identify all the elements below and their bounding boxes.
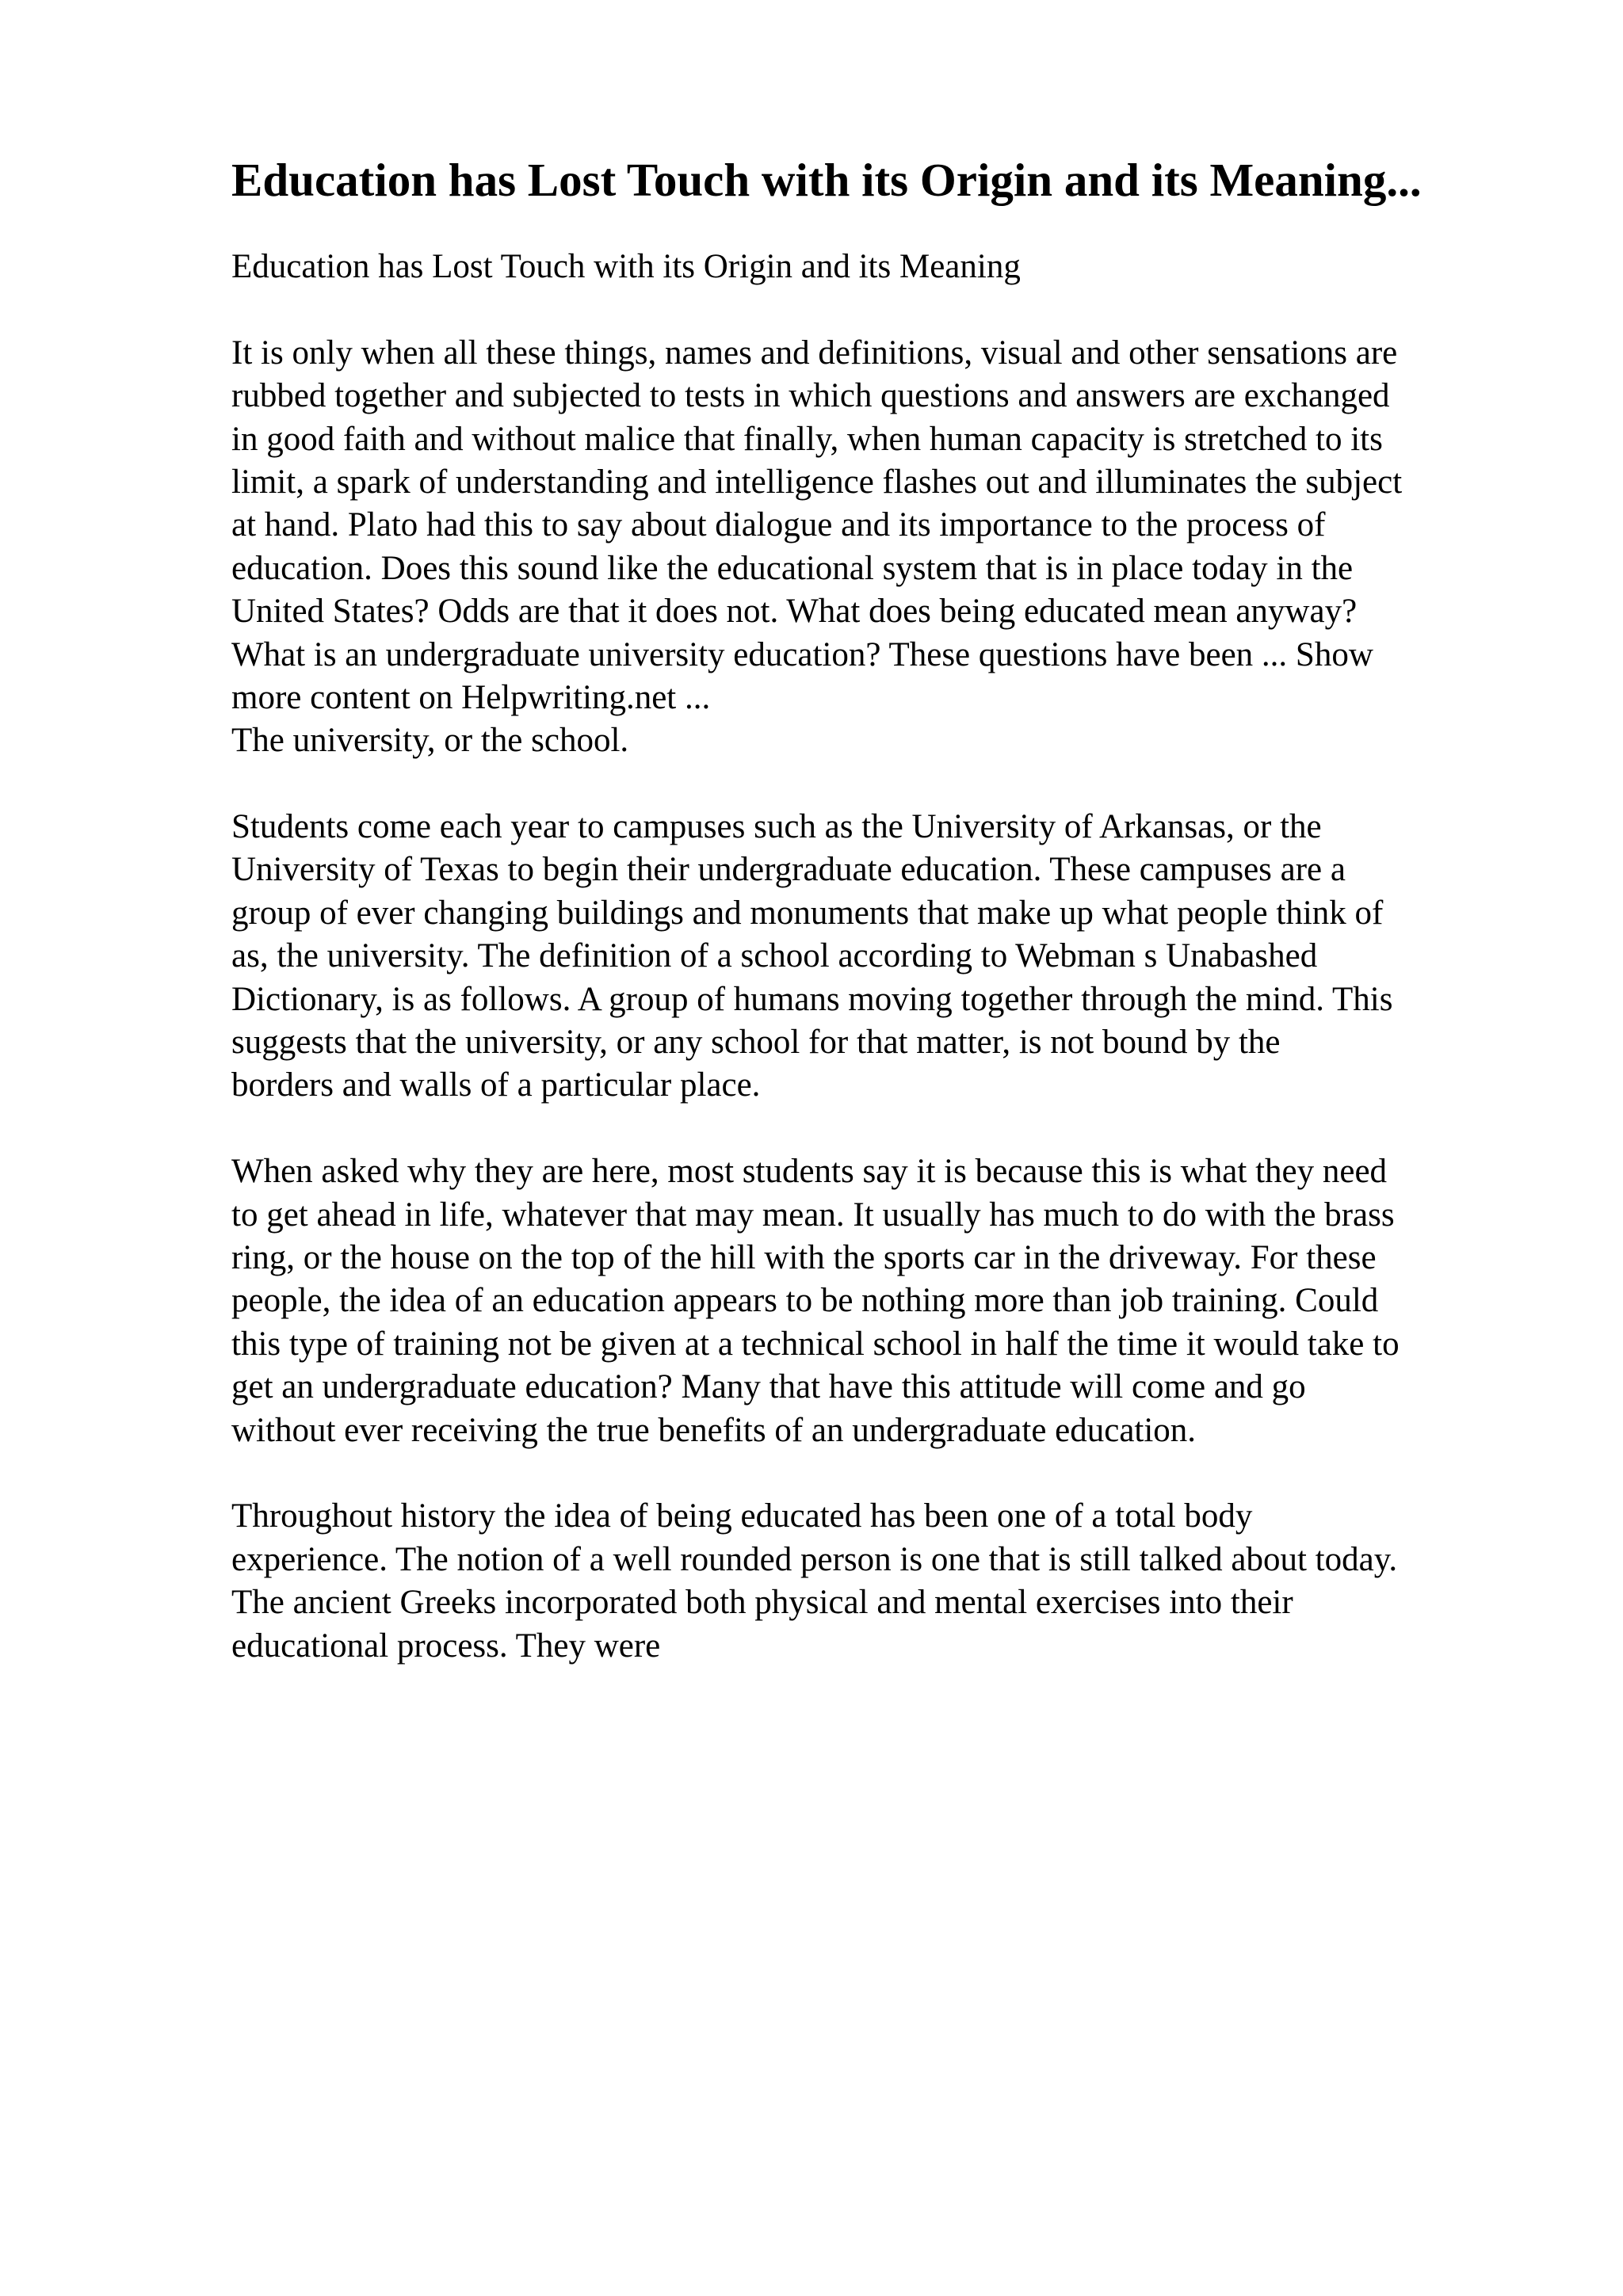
text-line: ring, or the house on the top of the hill with the sports car in the driveway. For these bbox=[231, 1238, 1377, 1276]
text-line: people, the idea of an education appears to be nothing more than job training. Could bbox=[231, 1282, 1379, 1320]
text-line: group of ever changing buildings and monuments that make up what people think of bbox=[231, 894, 1384, 932]
text-line: to get ahead in life, whatever that may mean. It usually has much to do with the brass bbox=[231, 1196, 1395, 1234]
text-line: University of Texas to begin their undergraduate education. These campuses are a bbox=[231, 851, 1346, 889]
text-line: without ever receiving the true benefits of an undergraduate education. bbox=[231, 1411, 1197, 1449]
document-subtitle: Education has Lost Touch with its Origin and its Meaning bbox=[231, 248, 1021, 285]
document-body bbox=[231, 246, 1531, 1668]
text-line: as, the university. The definition of a school according to Webman s Unabashed bbox=[231, 937, 1318, 975]
text-line: in good faith and without malice that finally, when human capacity is stretched to its bbox=[231, 420, 1383, 458]
text-line: Throughout history the idea of being educated has been one of a total body bbox=[231, 1497, 1253, 1535]
text-line: The university, or the school. bbox=[231, 722, 629, 760]
text-line: at hand. Plato had this to say about dialogue and its importance to the process of bbox=[231, 506, 1326, 544]
text-line: limit, a spark of understanding and intelligence flashes out and illuminates the subject bbox=[231, 463, 1403, 501]
text-line: education. Does this sound like the educational system that is in place today in the bbox=[231, 549, 1354, 587]
paragraph-gap bbox=[231, 288, 1531, 331]
paragraph-3 bbox=[231, 1150, 1531, 1452]
text-line: borders and walls of a particular place. bbox=[231, 1066, 761, 1104]
paragraph-gap bbox=[231, 763, 1531, 806]
text-line: Dictionary, is as follows. A group of humans moving together through the mind. This bbox=[231, 980, 1393, 1018]
paragraph-gap bbox=[231, 1452, 1531, 1495]
text-line: educational process. They were bbox=[231, 1627, 661, 1665]
text-line: rubbed together and subjected to tests in which questions and answers are exchanged bbox=[231, 377, 1390, 415]
paragraph-gap bbox=[231, 1108, 1531, 1150]
text-line: get an undergraduate education? Many that have this attitude will come and go bbox=[231, 1368, 1306, 1406]
text-line: more content on Helpwriting.net ... bbox=[231, 678, 711, 716]
paragraph-4 bbox=[231, 1495, 1531, 1668]
text-line: It is only when all these things, names and definitions, visual and other sensations are bbox=[231, 334, 1398, 372]
text-line: The ancient Greeks incorporated both physical and mental exercises into their bbox=[231, 1584, 1293, 1622]
text-line: When asked why they are here, most students say it is because this is what they need bbox=[231, 1153, 1388, 1191]
paragraph-1 bbox=[231, 332, 1531, 763]
text-line: What is an undergraduate university education? These questions have been ... Show bbox=[231, 635, 1373, 673]
text-line: this type of training not be given at a technical school in half the time it would take to bbox=[231, 1325, 1400, 1363]
text-line: United States? Odds are that it does not. What does being educated mean anyway? bbox=[231, 593, 1358, 631]
document-title: Education has Lost Touch with its Origin and its Meaning... bbox=[231, 154, 1422, 206]
paragraph-2 bbox=[231, 806, 1531, 1108]
text-line: experience. The notion of a well rounded person is one that is still talked about today. bbox=[231, 1540, 1398, 1578]
text-line: suggests that the university, or any school for that matter, is not bound by the bbox=[231, 1024, 1281, 1062]
text-line: Students come each year to campuses such as the University of Arkansas, or the bbox=[231, 808, 1322, 846]
